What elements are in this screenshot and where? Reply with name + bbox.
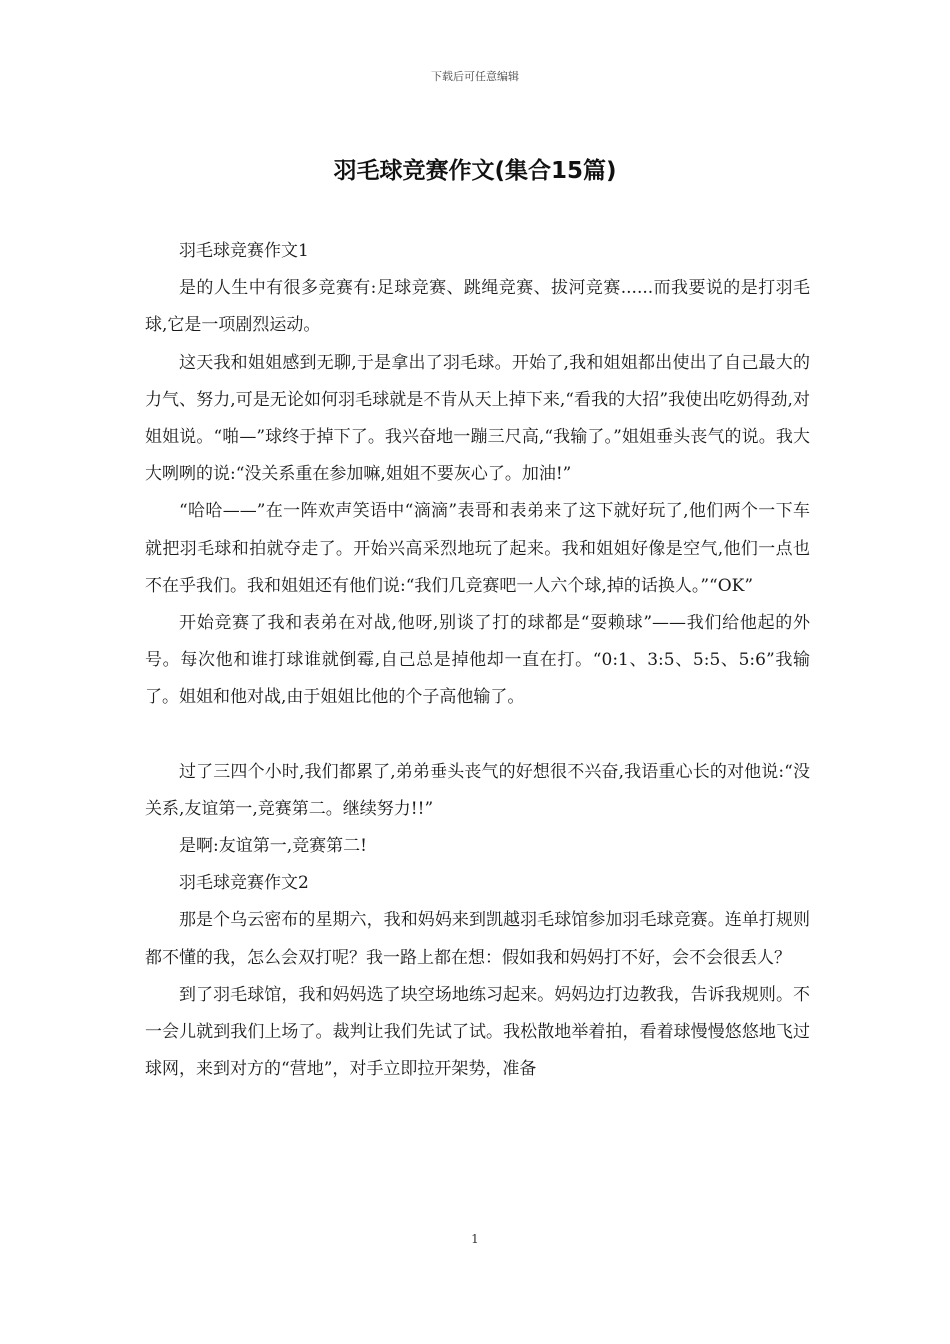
paragraph: 是的人生中有很多竞赛有:足球竞赛、跳绳竞赛、拔河竞赛......而我要说的是打羽毛球,它是一项剧烈运动。 [145,278,810,336]
paragraph: 过了三四个小时,我们都累了,弟弟垂头丧气的好想很不兴奋,我语重心长的对他说:“没关系,友谊第一,竞赛第二。继续努力!!” [145,761,810,819]
document-title: 羽毛球竞赛作文(集合15篇) [333,158,617,184]
page-number: 1 [471,1232,479,1246]
paragraph: 那是个乌云密布的星期六，我和妈妈来到凯越羽毛球馆参加羽毛球竞赛。连单打规则都不懂的我，怎么会双打呢？我一路上都在想：假如我和妈妈打不好，会不会很丢人？ [145,910,810,968]
paragraph: 这天我和姐姐感到无聊,于是拿出了羽毛球。开始了,我和姐姐都出使出了自己最大的力气、努力,可是无论如何羽毛球就是不肯从天上掉下来,“看我的大招”我使出吃奶得劲,对姐姐说。“啪—”球终于掉下了。我兴奋地一蹦三尺高,“我输了。”姐姐垂头丧气的说。我大大咧咧的说:“没关系重在参加嘛,姐姐不要灰心了。加油!” [145,352,810,485]
paragraph: 开始竞赛了我和表弟在对战,他呀,别谈了打的球都是“耍赖球”——我们给他起的外号。每次他和谁打球谁就倒霉,自己总是掉他却一直在打。“0:1、3:5、5:5、5:6”我输了。姐姐和他对战,由于姐姐比他的个子高他输了。 [145,613,810,708]
paragraph: 到了羽毛球馆，我和妈妈选了块空场地练习起来。妈妈边打边教我，告诉我规则。不一会儿就到我们上场了。裁判让我们先试了试。我松散地举着拍，看着球慢慢悠悠地飞过球网，来到对方的“营地”，对手立即拉开架势，准备 [145,984,810,1080]
section-heading-1: 羽毛球竞赛作文1 [179,241,309,261]
document-body [145,233,810,1088]
paragraph: 是啊:友谊第一,竞赛第二! [179,836,367,857]
section-heading-2: 羽毛球竞赛作文2 [179,873,309,894]
paragraph: “哈哈——”在一阵欢声笑语中“滴滴”表哥和表弟来了这下就好玩了,他们两个一下车就把羽毛球和拍就夺走了。开始兴高采烈地玩了起来。我和姐姐好像是空气,他们一点也不在乎我们。我和姐姐还有他们说:“我们几竞赛吧一人六个球,掉的话换人。”“OK” [145,501,810,596]
header-note: 下载后可任意编辑 [431,70,519,83]
